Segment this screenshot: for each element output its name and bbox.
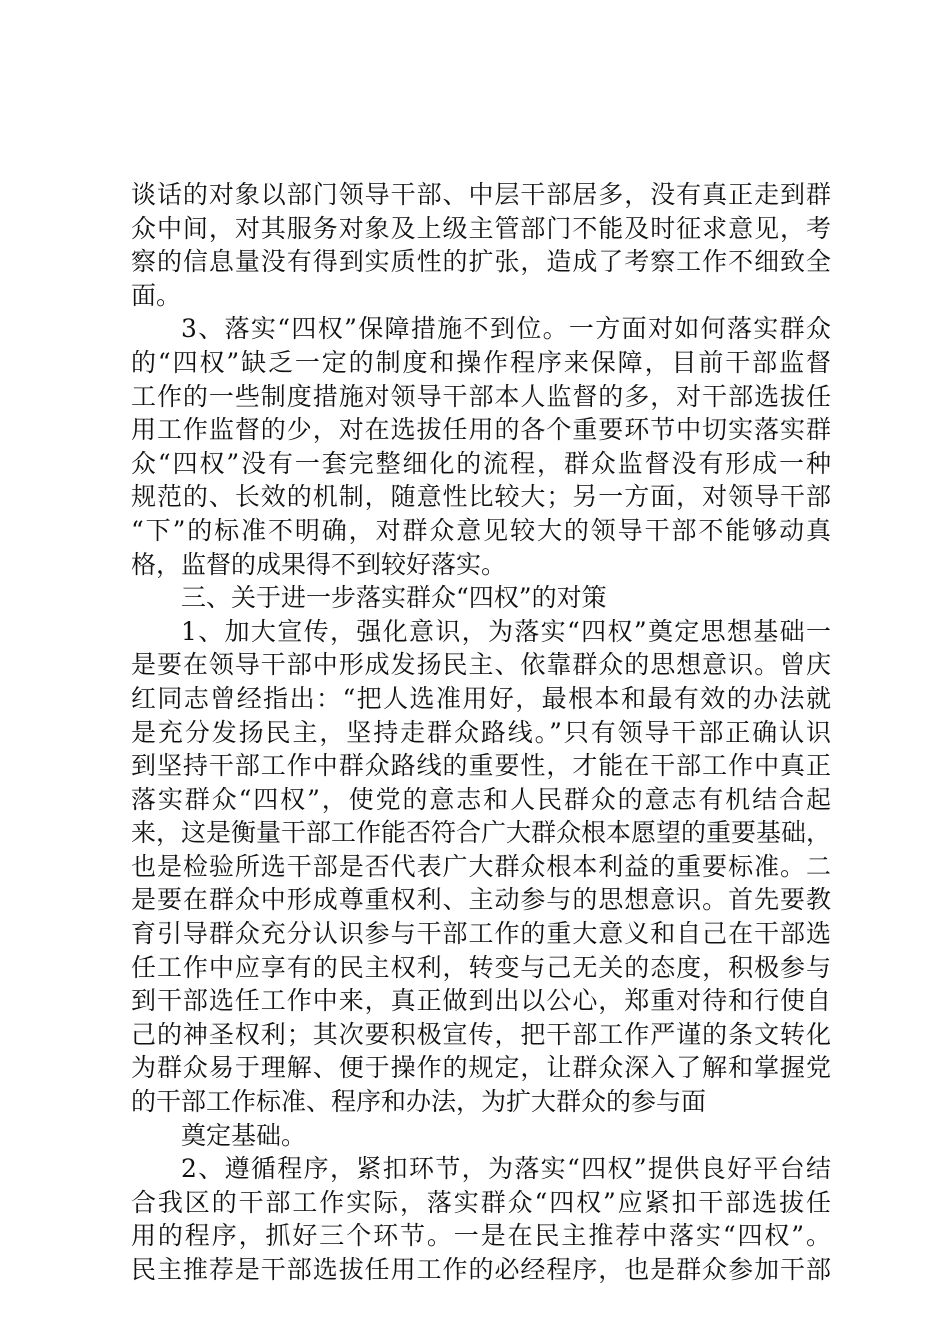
text-line: 落实群众“四权”，使党的意志和人民群众的意志有机结合起 [131, 784, 831, 814]
text-line: 的干部工作标准、程序和办法，为扩大群众的参与面 [131, 1087, 707, 1117]
text-line: 面。 [131, 280, 182, 310]
text-line: 也是检验所选干部是否代表广大群众根本利益的重要标准。二 [131, 851, 831, 881]
text-line: 为群众易于理解、便于操作的规定，让群众深入了解和掌握党 [131, 1053, 831, 1083]
text-line: 工作的一些制度措施对领导干部本人监督的多，对干部选拔任 [131, 381, 831, 411]
text-line: 是充分发扬民主，坚持走群众路线。”只有领导干部正确认识 [131, 717, 831, 747]
text-line: 到干部选任工作中来，真正做到出以公心，郑重对待和行使自 [131, 986, 831, 1016]
text-line: 规范的、长效的机制，随意性比较大；另一方面，对领导干部 [131, 482, 831, 512]
text-line: “下”的标准不明确，对群众意见较大的领导干部不能够动真 [131, 515, 831, 545]
text-line: 察的信息量没有得到实质性的扩张，造成了考察工作不细致全 [131, 247, 831, 277]
text-line: 民主推荐是干部选拔任用工作的必经程序，也是群众参加干部 [131, 1255, 831, 1284]
text-line: 是要在领导干部中形成发扬民主、依靠群众的思想意识。曾庆 [131, 650, 831, 680]
text-line: 用工作监督的少，对在选拔任用的各个重要环节中切实落实群 [131, 415, 831, 445]
text-line: 育引导群众充分认识参与干部工作的重大意义和自己在干部选 [131, 919, 831, 949]
text-line: 众“四权”没有一套完整细化的流程，群众监督没有形成一种 [131, 448, 831, 478]
text-line: 是要在群众中形成尊重权利、主动参与的思想意识。首先要教 [131, 885, 831, 915]
text-line: 用的程序，抓好三个环节。一是在民主推荐中落实“四权”。 [131, 1221, 831, 1251]
text-line: 1、加大宣传，强化意识，为落实“四权”奠定思想基础一 [181, 616, 831, 646]
text-line: 奠定基础。 [181, 1120, 307, 1150]
document-body [131, 178, 831, 1287]
text-line: 任工作中应享有的民主权利，转变与己无关的态度，积极参与 [131, 952, 831, 982]
text-line: 的“四权”缺乏一定的制度和操作程序来保障，目前干部监督 [131, 347, 831, 377]
text-line: 到坚持干部工作中群众路线的重要性，才能在干部工作中真正 [131, 751, 831, 781]
text-line: 合我区的干部工作实际，落实群众“四权”应紧扣干部选拔任 [131, 1187, 831, 1217]
section-heading: 三、关于进一步落实群众“四权”的对策 [181, 583, 607, 613]
text-line: 谈话的对象以部门领导干部、中层干部居多，没有真正走到群 [131, 180, 831, 209]
text-line: 众中间，对其服务对象及上级主管部门不能及时征求意见，考 [131, 213, 831, 243]
text-line: 红同志曾经指出：“把人选准用好，最根本和最有效的办法就 [131, 683, 831, 713]
text-line: 3、落实“四权”保障措施不到位。一方面对如何落实群众 [181, 314, 831, 344]
text-line: 格，监督的成果得不到较好落实。 [131, 549, 507, 579]
text-line: 2、遵循程序，紧扣环节，为落实“四权”提供良好平台结 [181, 1154, 831, 1184]
text-line: 己的神圣权利；其次要积极宣传，把干部工作严谨的条文转化 [131, 1019, 831, 1049]
text-line: 来，这是衡量干部工作能否符合广大群众根本愿望的重要基础， [131, 818, 832, 848]
